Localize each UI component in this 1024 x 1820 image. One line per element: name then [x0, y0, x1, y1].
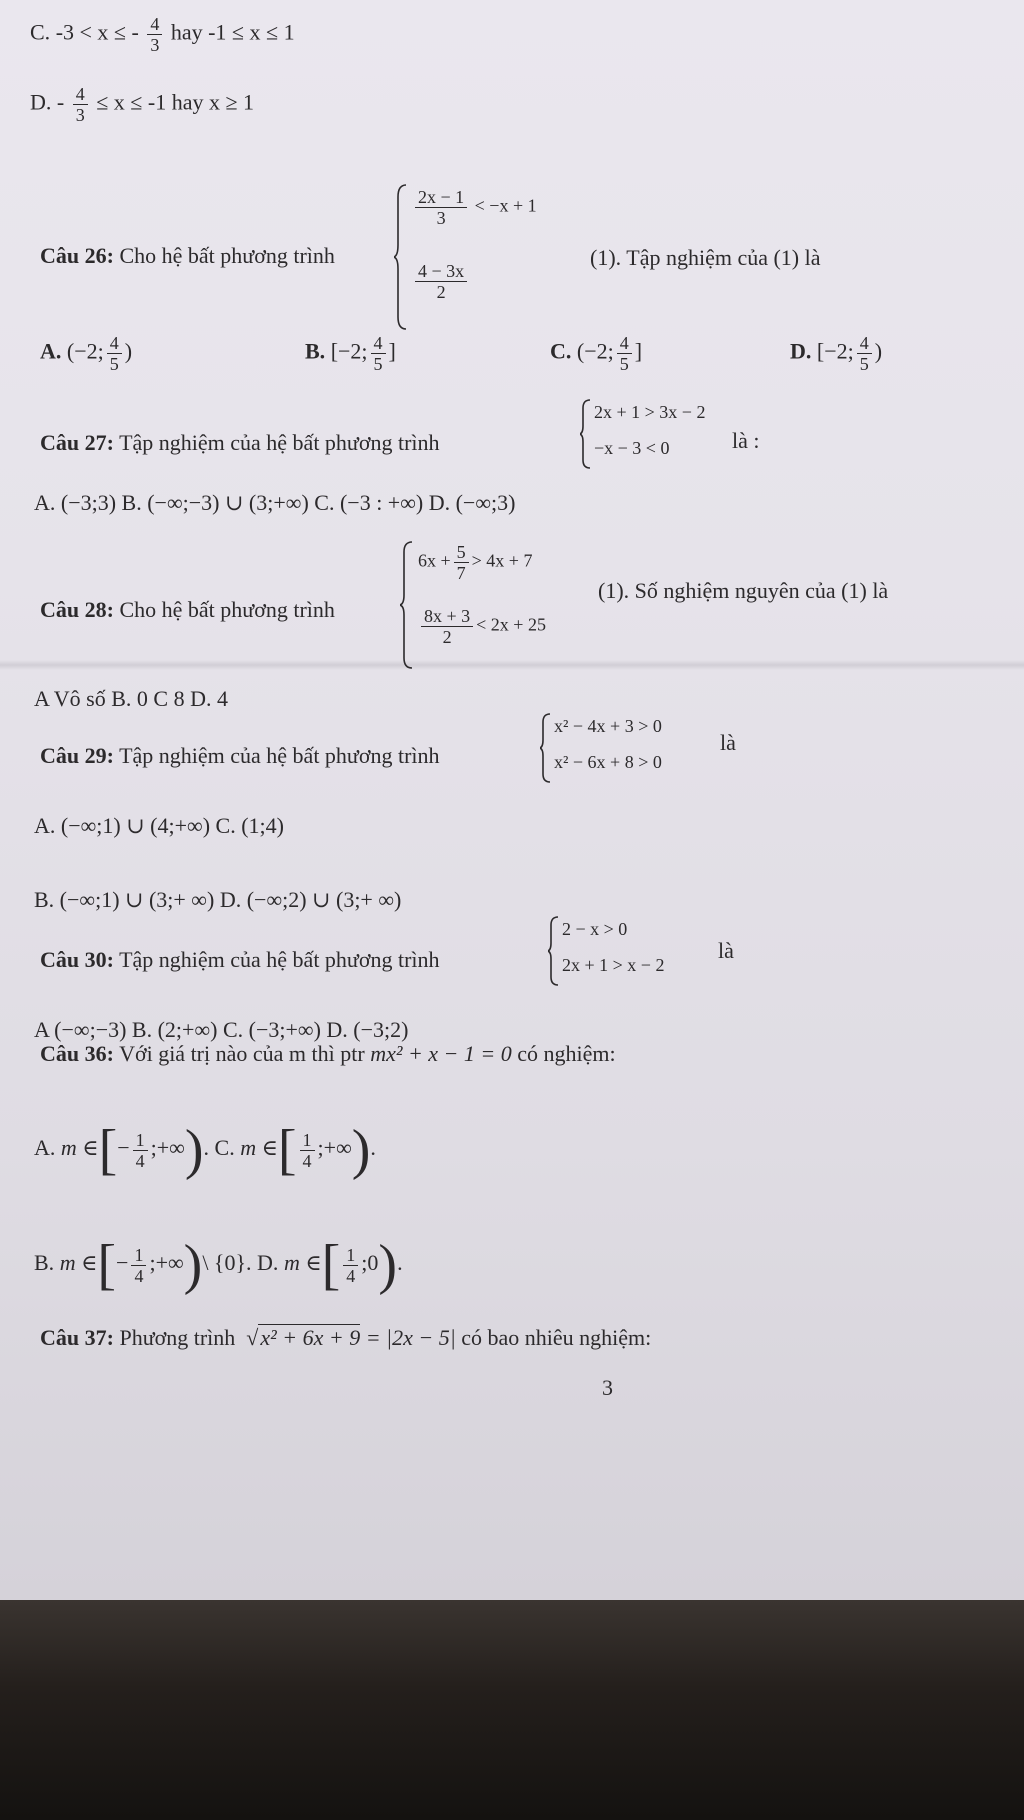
question-text: Tập nghiệm của hệ bất phương trình [119, 430, 440, 455]
question-label: Câu 30: [40, 947, 114, 972]
fraction: $\frac{4}{3}$ [147, 14, 162, 55]
q29-system: x² − 4x + 3 > 0 x² − 6x + 8 > 0 [540, 712, 720, 784]
option-label: C. [30, 19, 51, 45]
prev-option-c [30, 14, 295, 55]
equation-rhs: = |2x − 5| [365, 1325, 456, 1350]
q26-option-c: C. (−2; $\frac{4}{5}$ ] [550, 333, 643, 374]
background-surface [0, 1600, 1024, 1820]
fraction: $\frac{4}{3}$ [73, 84, 88, 125]
question-label: Câu 29: [40, 743, 114, 768]
question-text: Cho hệ bất phương trình [119, 243, 335, 268]
q29-prompt [40, 743, 440, 769]
q36-options-row-1: A. m ∈[− $\frac{1}{4}$ ;+∞). C. m ∈[ $\frac{1}{4}$ ;+∞). [34, 1119, 376, 1181]
brace-icon [580, 398, 592, 470]
question-label: Câu 27: [40, 430, 114, 455]
brace-icon [540, 712, 552, 784]
q30-system: 2 − x > 0 2x + 1 > x − 2 [548, 915, 728, 987]
q27-system: 2x + 1 > 3x − 2 −x − 3 < 0 [580, 398, 740, 470]
option-label: D. [30, 89, 52, 115]
q26-option-a: A. (−2; $\frac{4}{5}$ ) [40, 333, 133, 374]
q30-options: A (−∞;−3) B. (2;+∞) C. (−3;+∞) D. (−3;2) [34, 1017, 409, 1042]
q29-options-row-1: A. (−∞;1) ∪ (4;+∞) C. (1;4) [34, 813, 284, 838]
q29-suffix: là [720, 730, 736, 755]
q27-options: A. (−3;3) B. (−∞;−3) ∪ (3;+∞) C. (−3 : +∞) D. (−∞;3) [34, 490, 516, 515]
q30-suffix: là [718, 938, 734, 963]
q26-suffix: (1). Tập nghiệm của (1) là [590, 245, 821, 270]
brace-icon [548, 915, 560, 987]
question-text: Với giá trị nào của m thì ptr [119, 1041, 365, 1066]
prev-option-d [30, 84, 254, 125]
q29-options-row-2: B. (−∞;1) ∪ (3;+ ∞) D. (−∞;2) ∪ (3;+ ∞) [34, 887, 402, 912]
q28-prompt [40, 597, 335, 623]
q28-suffix: (1). Số nghiệm nguyên của (1) là [598, 578, 889, 603]
option-text: -3 < x ≤ - [55, 19, 139, 45]
q28-options: A Vô số B. 0 C 8 D. 4 [34, 686, 228, 711]
question-text: Tập nghiệm của hệ bất phương trình [119, 743, 440, 768]
q27-prompt [40, 430, 440, 456]
option-text: - [56, 89, 65, 115]
q36-prompt: Câu 36: Với giá trị nào của m thì ptr mx² + x − 1 = 0 có nghiệm: [40, 1041, 616, 1066]
q26-option-b: B. [−2; $\frac{4}{5}$ ] [305, 333, 396, 374]
question-label: Câu 37: [40, 1325, 114, 1350]
q36-options-row-2: B. m ∈[− $\frac{1}{4}$ ;+∞)\ {0}. D. m ∈[ $\frac{1}{4}$ ;0). [34, 1234, 403, 1296]
q27-suffix: là : [732, 428, 760, 453]
question-label: Câu 28: [40, 597, 114, 622]
sqrt-icon: √ [246, 1325, 259, 1350]
q30-prompt [40, 947, 440, 973]
question-label: Câu 26: [40, 243, 114, 268]
q26-prompt [40, 243, 335, 269]
question-text: Phương trình [119, 1325, 236, 1350]
q26-option-d: D. [−2; $\frac{4}{5}$ ) [790, 333, 883, 374]
radicand: x² + 6x + 9 [260, 1325, 361, 1350]
q26-system: $\frac{2x - 1}{3}$ < −x + 1 $\frac{4 - 3x}{2}$ [394, 183, 594, 331]
option-text: ≤ x ≤ -1 hay x ≥ 1 [96, 89, 255, 115]
question-text: Cho hệ bất phương trình [119, 597, 335, 622]
brace-icon [400, 540, 414, 670]
page-number: 3 [602, 1375, 613, 1400]
option-text: hay -1 ≤ x ≤ 1 [170, 19, 295, 45]
brace-icon [394, 183, 408, 331]
q37-prompt: Câu 37: Phương trình √x² + 6x + 9 = |2x − 5| có bao nhiêu nghiệm: [40, 1325, 652, 1350]
question-label: Câu 36: [40, 1041, 114, 1066]
q28-system: 6x + $\frac{5}{7}$ > 4x + 7 $\frac{8x + 3}{2}$ < 2x + 25 [400, 540, 600, 670]
equation: mx² + x − 1 = 0 [370, 1041, 512, 1066]
question-text: Tập nghiệm của hệ bất phương trình [119, 947, 440, 972]
